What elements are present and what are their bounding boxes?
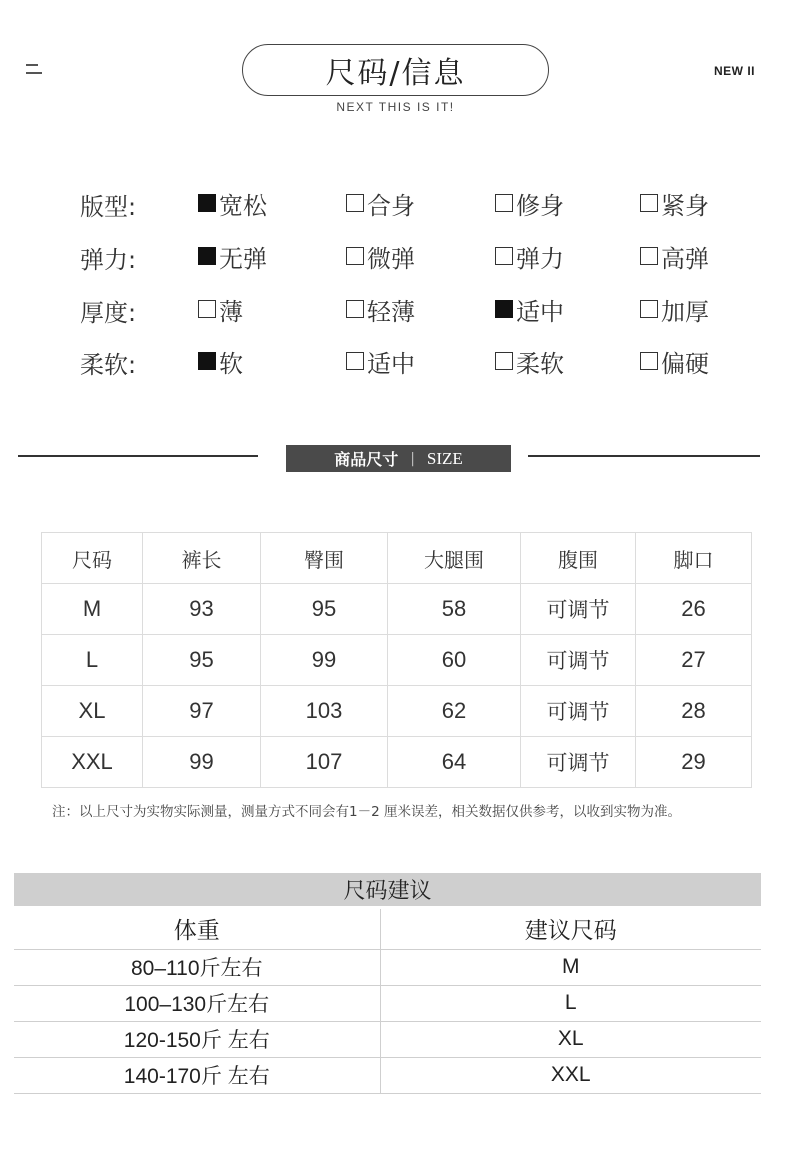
attr-option-label: 偏硬 [661,349,709,378]
attr-option-label: 微弹 [367,244,415,273]
attr-option-label: 轻薄 [367,297,415,326]
attr-option [640,187,709,219]
table-header-row [42,533,752,584]
column-header: 裤长 [143,533,261,584]
table-cell: XL [42,686,143,737]
attr-option [198,240,267,272]
attr-option [495,293,564,325]
table-cell: 可调节 [521,686,636,737]
attr-label: 厚度: [80,299,137,327]
corner-brand-text: NEW II [714,64,755,78]
table-row [42,686,752,737]
checkbox-icon [640,247,658,265]
attr-option [640,345,709,377]
page-subtitle: NEXT THIS IS IT! [336,100,455,114]
checkbox-icon [198,247,216,265]
attr-option [495,187,564,219]
size-section-banner [286,445,511,472]
checkbox-icon [346,300,364,318]
attr-option [495,345,564,377]
table-cell: 95 [143,635,261,686]
table-cell: XXL [380,1057,761,1093]
attr-option-label: 紧身 [661,191,709,220]
checkbox-icon [495,247,513,265]
checkbox-icon [346,352,364,370]
table-cell: 97 [143,686,261,737]
table-row [14,985,761,1021]
attr-option-label: 适中 [516,297,564,326]
attr-option-label: 修身 [516,191,564,220]
attr-option [346,187,415,219]
divider-line [18,455,258,457]
checkbox-icon [346,194,364,212]
table-cell: L [380,985,761,1021]
table-cell: M [42,584,143,635]
size-banner-subtitle: SIZE [426,448,463,468]
checkbox-icon [640,300,658,318]
table-row [14,949,761,985]
column-header: 大腿围 [388,533,521,584]
attr-option-label: 弹力 [516,244,564,273]
column-header: 尺码 [42,533,143,584]
table-cell: 62 [388,686,521,737]
table-cell: 99 [143,737,261,788]
table-row [14,1021,761,1057]
attr-option [198,293,243,325]
attr-option-label: 高弹 [661,244,709,273]
attr-option-label: 薄 [219,297,243,326]
table-cell: 26 [636,584,752,635]
checkbox-icon [198,194,216,212]
table-cell: 93 [143,584,261,635]
table-cell: L [42,635,143,686]
size-banner-separator: | [410,450,415,467]
table-cell: 120-150斤 左右 [14,1021,380,1057]
table-cell: XL [380,1021,761,1057]
table-cell: 可调节 [521,584,636,635]
checkbox-icon [495,300,513,318]
table-cell: 29 [636,737,752,788]
measurement-note: 注：以上尺寸为实物实际测量，测量方式不同会有1－2 厘米误差，相关数据仅供参考，以收到实物为准。 [52,804,681,820]
table-header-row [14,909,761,949]
divider-line [528,455,760,457]
table-cell: 28 [636,686,752,737]
attr-option [495,240,564,272]
attr-option [640,240,709,272]
page-title: 尺码/信息 [242,44,549,96]
attr-row-fit [0,187,790,227]
table-row [42,635,752,686]
checkbox-icon [640,194,658,212]
table-cell: 100–130斤左右 [14,985,380,1021]
attr-option [640,293,709,325]
table-row [42,737,752,788]
attr-option-label: 柔软 [516,349,564,378]
attr-option-label: 宽松 [219,191,267,220]
recommend-title: 尺码建议 [14,873,761,906]
table-cell: XXL [42,737,143,788]
column-header: 建议尺码 [380,909,761,949]
checkbox-icon [198,300,216,318]
menu-icon [26,64,42,80]
checkbox-icon [640,352,658,370]
attr-label: 版型: [80,193,137,221]
checkbox-icon [495,352,513,370]
checkbox-icon [346,247,364,265]
size-table [41,532,752,788]
attr-label: 柔软: [80,351,137,379]
attr-option [198,345,243,377]
table-cell: 107 [261,737,388,788]
recommend-table [14,909,761,1094]
attr-option [346,345,415,377]
table-cell: 60 [388,635,521,686]
table-cell: 64 [388,737,521,788]
attr-option [198,187,267,219]
table-cell: 140-170斤 左右 [14,1057,380,1093]
table-cell: 103 [261,686,388,737]
table-cell: 27 [636,635,752,686]
size-banner-title: 商品尺寸 [334,450,399,469]
table-row [42,584,752,635]
attr-row-stretch [0,240,790,280]
attr-option [346,240,415,272]
attr-option-label: 加厚 [661,297,709,326]
table-cell: 58 [388,584,521,635]
attr-row-softness [0,345,790,385]
table-cell: M [380,949,761,985]
checkbox-icon [495,194,513,212]
attr-option-label: 合身 [367,191,415,220]
table-cell: 可调节 [521,737,636,788]
attr-row-thickness [0,293,790,333]
attr-option-label: 无弹 [219,244,267,273]
table-cell: 99 [261,635,388,686]
column-header: 体重 [14,909,380,949]
table-cell: 95 [261,584,388,635]
table-row [14,1057,761,1093]
column-header: 臀围 [261,533,388,584]
table-cell: 80–110斤左右 [14,949,380,985]
attr-option [346,293,415,325]
column-header: 腹围 [521,533,636,584]
column-header: 脚口 [636,533,752,584]
checkbox-icon [198,352,216,370]
table-cell: 可调节 [521,635,636,686]
attr-label: 弹力: [80,246,137,274]
attr-option-label: 适中 [367,349,415,378]
attr-option-label: 软 [219,349,243,378]
